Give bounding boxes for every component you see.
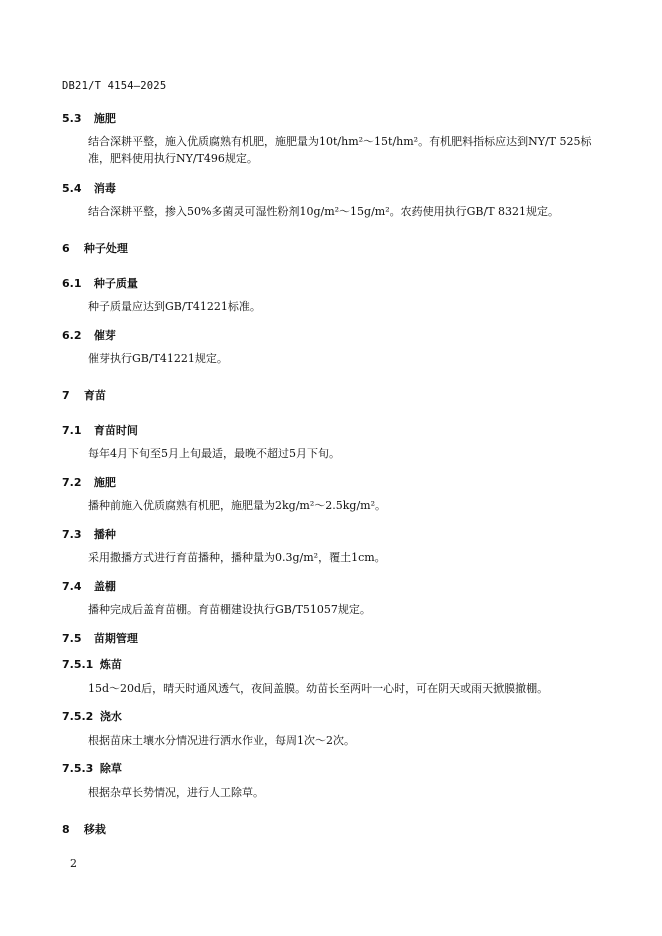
paragraph-7-5-1: 15d～20d后，晴天时通风透气，夜间盖膜。幼苗长至两叶一心时，可在阴天或雨天掀膜撤棚。 <box>88 682 549 695</box>
heading-title: 除草 <box>99 762 122 775</box>
heading-title: 盖棚 <box>93 580 116 593</box>
heading-number: 6.1 <box>62 277 82 290</box>
heading-7-2 <box>62 474 116 490</box>
heading-title: 移栽 <box>83 823 106 836</box>
heading-7-4 <box>62 578 116 594</box>
heading-7-1 <box>62 422 138 438</box>
paragraph-7-1: 每年4月下旬至5月上旬最适，最晚不超过5月下旬。 <box>88 447 340 460</box>
heading-number: 7.1 <box>62 424 82 437</box>
heading-title: 催芽 <box>93 329 116 342</box>
heading-number: 7 <box>62 389 70 402</box>
heading-number: 7.5.1 <box>62 658 94 671</box>
heading-number: 6.2 <box>62 329 82 342</box>
heading-number: 6 <box>62 242 70 255</box>
paragraph-6-2: 催芽执行GB/T41221规定。 <box>88 352 228 365</box>
heading-title: 播种 <box>93 528 116 541</box>
heading-number: 7.5.2 <box>62 710 94 723</box>
heading-7 <box>62 387 106 403</box>
heading-number: 8 <box>62 823 70 836</box>
heading-7-5-1 <box>62 656 122 672</box>
heading-8 <box>62 821 106 837</box>
paragraph-7-5-3: 根据杂草长势情况，进行人工除草。 <box>88 786 264 799</box>
heading-7-5-3 <box>62 760 122 776</box>
heading-number: 7.2 <box>62 476 82 489</box>
paragraph-7-2: 播种前施入优质腐熟有机肥，施肥量为2kg/m²～2.5kg/m²。 <box>88 499 386 512</box>
heading-title: 种子质量 <box>93 277 138 290</box>
heading-title: 炼苗 <box>99 658 122 671</box>
heading-5-3 <box>62 110 116 126</box>
heading-7-5-2 <box>62 708 122 724</box>
heading-title: 施肥 <box>93 476 116 489</box>
heading-number: 7.5 <box>62 632 82 645</box>
heading-5-4 <box>62 180 116 196</box>
paragraph-7-4: 播种完成后盖育苗棚。育苗棚建设执行GB/T51057规定。 <box>88 603 371 616</box>
heading-title: 浇水 <box>99 710 122 723</box>
paragraph-5-3: 结合深耕平整，施入优质腐熟有机肥，施肥量为10t/hm²～15t/hm²。有机肥料指标应达到NY/T 525标准，肥料使用执行NY/T496规定。 <box>88 135 592 165</box>
heading-6 <box>62 240 128 256</box>
heading-title: 育苗时间 <box>93 424 138 437</box>
heading-6-2 <box>62 327 116 343</box>
paragraph-7-5-2: 根据苗床土壤水分情况进行洒水作业，每周1次～2次。 <box>88 734 355 747</box>
heading-number: 7.3 <box>62 528 82 541</box>
heading-number: 5.3 <box>62 112 82 125</box>
heading-title: 施肥 <box>93 112 116 125</box>
page-number: 2 <box>70 857 77 870</box>
heading-number: 7.4 <box>62 580 82 593</box>
standard-header: DB21/T 4154—2025 <box>62 80 167 92</box>
heading-6-1 <box>62 275 138 291</box>
heading-title: 种子处理 <box>83 242 128 255</box>
heading-number: 5.4 <box>62 182 82 195</box>
paragraph-7-3: 采用撒播方式进行育苗播种，播种量为0.3g/m²，覆土1cm。 <box>88 551 386 564</box>
heading-title: 育苗 <box>83 389 106 402</box>
paragraph-5-4: 结合深耕平整，掺入50%多菌灵可湿性粉剂10g/m²～15g/m²。农药使用执行GB/T 8321规定。 <box>88 205 560 218</box>
heading-title: 消毒 <box>93 182 116 195</box>
heading-7-3 <box>62 526 116 542</box>
heading-7-5 <box>62 630 138 646</box>
paragraph-6-1: 种子质量应达到GB/T41221标准。 <box>88 300 261 313</box>
heading-number: 7.5.3 <box>62 762 94 775</box>
heading-title: 苗期管理 <box>93 632 138 645</box>
